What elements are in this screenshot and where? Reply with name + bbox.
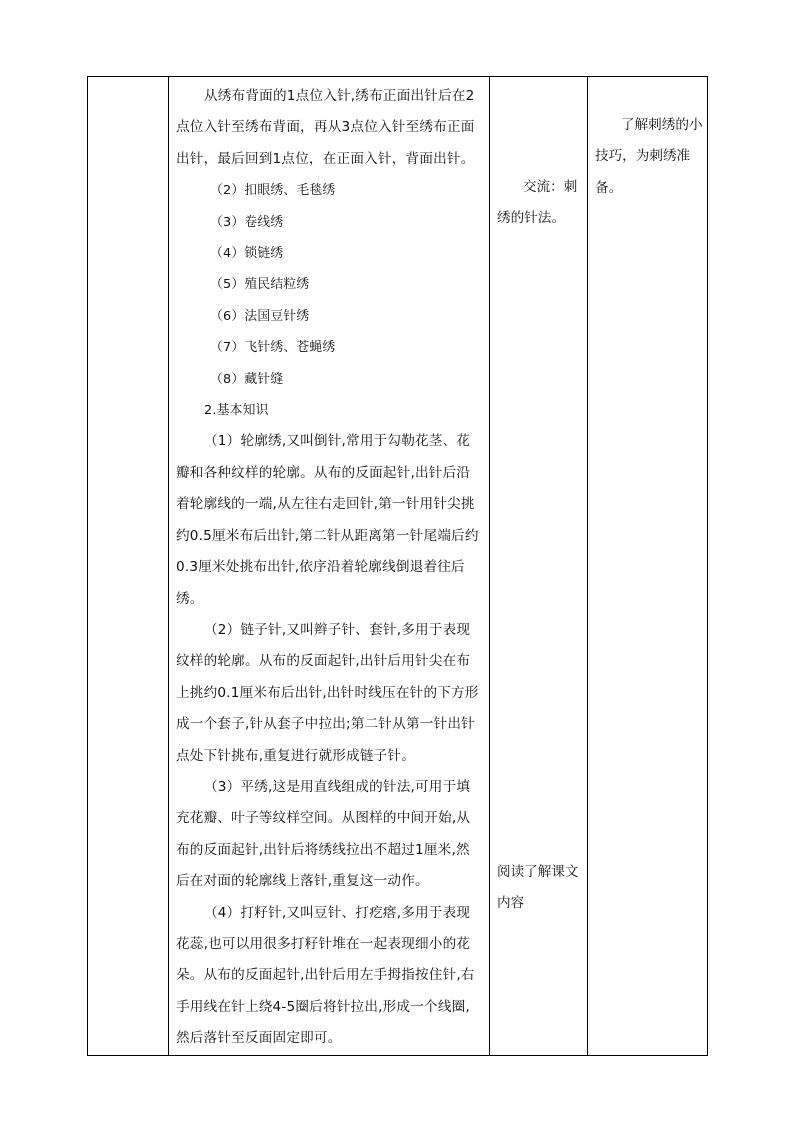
basic-knowledge-heading: 2.基本知识 bbox=[204, 403, 269, 419]
knowledge-paragraph: （4）打籽针,又叫豆针、打疙瘩,多用于表现花蕊,也可以用很多打籽针堆在一起表现细小的花朵。从布的反面起针,出针后用左手拇指按住针,右手用线在针上绕4-5圈后将针拉出,形成一个线圈,然后落针至反面固定即可。 bbox=[176, 904, 475, 1047]
teaching-content bbox=[169, 77, 489, 1055]
stitch-item: （3）卷线绣 bbox=[210, 214, 284, 230]
stage-cell bbox=[88, 77, 169, 1056]
reading-activity: 阅读了解课文内容 bbox=[497, 864, 579, 912]
stitch-item: （5）殖民结粒绣 bbox=[210, 277, 310, 293]
table-row bbox=[88, 77, 708, 1056]
knowledge-paragraph: （1）轮廓绣,又叫倒针,常用于勾勒花茎、花瓣和各种纹样的轮廓。从布的反面起针,出针后沿着轮廓线的一端,从左往右走回针,第一针用针尖挑约0.5厘米布后出针,第二针从距离第一针尾端后约0.3厘米处挑布出针,依序沿着轮廓线倒退着往后绣。 bbox=[176, 433, 479, 607]
design-intent-text: 了解刺绣的小技巧，为刺绣准备。 bbox=[595, 117, 703, 196]
discussion-activity: 交流：刺绣的针法。 bbox=[497, 179, 578, 227]
stitch-item: （2）扣眼绣、毛毯绣 bbox=[210, 183, 336, 199]
intro-paragraph: 从绣布背面的1点位入针,绣布正面出针后在2点位入针至绣布背面，再从3点位入针至绣布正面出针，最后回到1点位，在正面入针，背面出针。 bbox=[176, 88, 475, 167]
knowledge-paragraph: （2）链子针,又叫辫子针、套针,多用于表现纹样的轮廓。从布的反面起针,出针后用针尖在布上挑约0.1厘米布后出针,出针时线压在针的下方形成一个套子,针从套子中拉出;第二针从第一针出针点处下针挑布,重复进行就形成链子针。 bbox=[176, 621, 479, 764]
design-intent-cell bbox=[588, 77, 708, 1056]
lesson-plan-table bbox=[87, 76, 708, 1056]
stitch-item: （7）飞针绣、苍蝇绣 bbox=[210, 340, 336, 356]
knowledge-paragraph: （3）平绣,这是用直线组成的针法,可用于填充花瓣、叶子等纹样空间。从图样的中间开始,从布的反面起针,出针后将绣线拉出不超过1厘米,然后在对面的轮廓线上落针,重复这一动作。 bbox=[176, 778, 471, 890]
student-activity-cell bbox=[490, 77, 588, 1056]
stitch-item: （6）法国豆针绣 bbox=[210, 308, 310, 324]
stitch-item: （4）锁链绣 bbox=[210, 246, 284, 262]
content-cell bbox=[169, 77, 490, 1056]
stitch-item: （8）藏针缝 bbox=[210, 371, 284, 387]
